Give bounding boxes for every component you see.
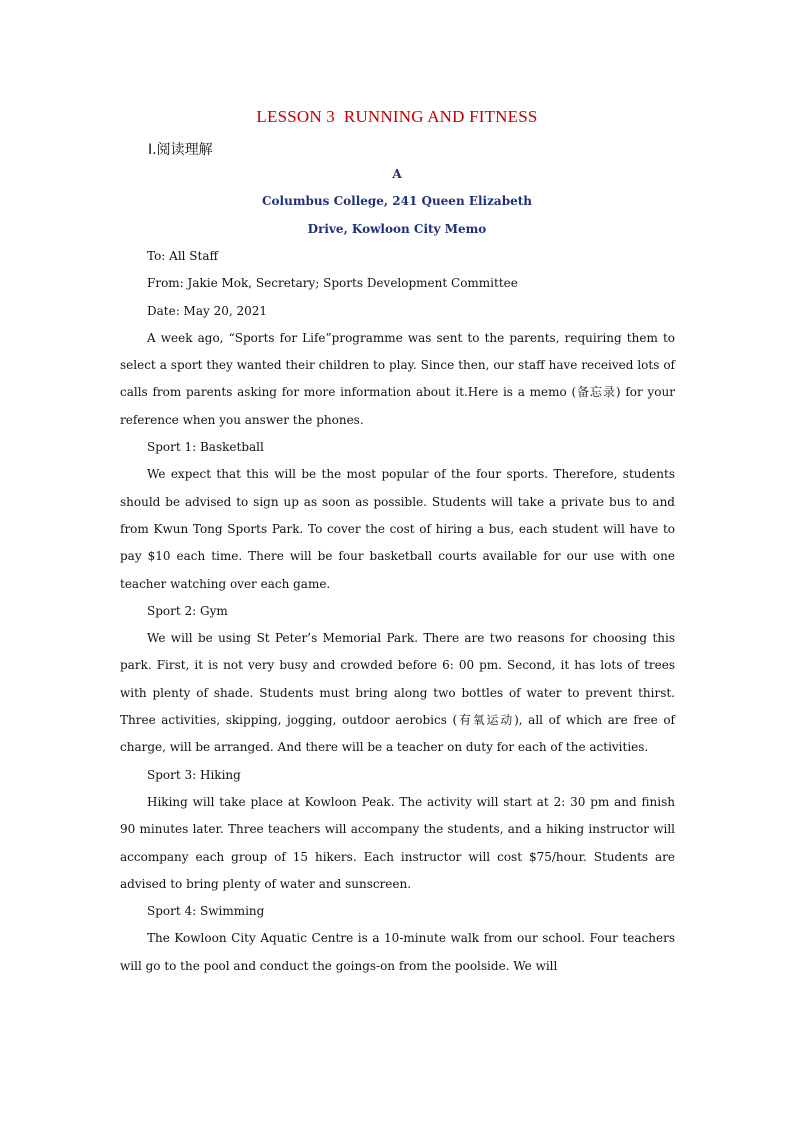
memo-date: Date: May 20, 2021 xyxy=(147,303,268,318)
memo-intro: A week ago, “Sports for Life”programme was sent to the parents, requiring them to select a sport they wanted their children to play. Since then, our staff have received lots of calls from parents asking for more information about it.Here is a memo (备忘录) for your reference when you answer the phones. xyxy=(120,330,675,427)
sport2-heading: Sport 2: Gym xyxy=(147,603,228,618)
memo-to: To: All Staff xyxy=(147,249,219,263)
sport1-heading: Sport 1: Basketball xyxy=(147,440,264,455)
passage-letter: A xyxy=(392,167,402,181)
passage-body xyxy=(120,243,675,980)
sport4-heading: Sport 4: Swimming xyxy=(147,904,265,919)
sport2-text: We will be using St Peter’s Memorial Park. There are two reasons for choosing this park. First, it is not very busy and crowded before 6: 00 pm. Second, it has lots of trees with plenty of shade. Students must bring along two bottles of water to prevent thirst. Three activities, skipping, jogging, outdoor aerobics (有氧运动), all of which are free of charge, will be arranged. And there will be a teacher on duty for each of the activities. xyxy=(120,631,675,755)
memo-from: From: Jakie Mok, Secretary; Sports Development Committee xyxy=(147,276,518,291)
passage-heading-line1: Columbus College, 241 Queen Elizabeth xyxy=(262,194,532,208)
sport3-heading: Sport 3: Hiking xyxy=(147,767,241,782)
sport4-text: The Kowloon City Aquatic Centre is a 10-minute walk from our school. Four teachers will go to the pool and conduct the goings-on from the poolside. We will xyxy=(120,931,675,973)
sport3-text: Hiking will take place at Kowloon Peak. The activity will start at 2: 30 pm and finish 90 minutes later. Three teachers will accompany the students, and a hiking instructor will accompany each group of 15 hikers. Each instructor will cost $75/hour. Students are advised to bring plenty of water and sunscreen. xyxy=(120,794,675,891)
passage-heading-line2: Drive, Kowloon City Memo xyxy=(307,222,487,236)
sport1-text: We expect that this will be the most popular of the four sports. Therefore, students should be advised to sign up as soon as possible. Students will take a private bus to and from Kwun Tong Sports Park. To cover the cost of hiring a bus, each student will have to pay $10 each time. There will be four basketball courts available for our use with one teacher watching over each game. xyxy=(120,467,675,591)
lesson-title: LESSON 3 RUNNING AND FITNESS xyxy=(256,107,538,126)
section-label: Ⅰ.阅读理解 xyxy=(148,142,213,158)
